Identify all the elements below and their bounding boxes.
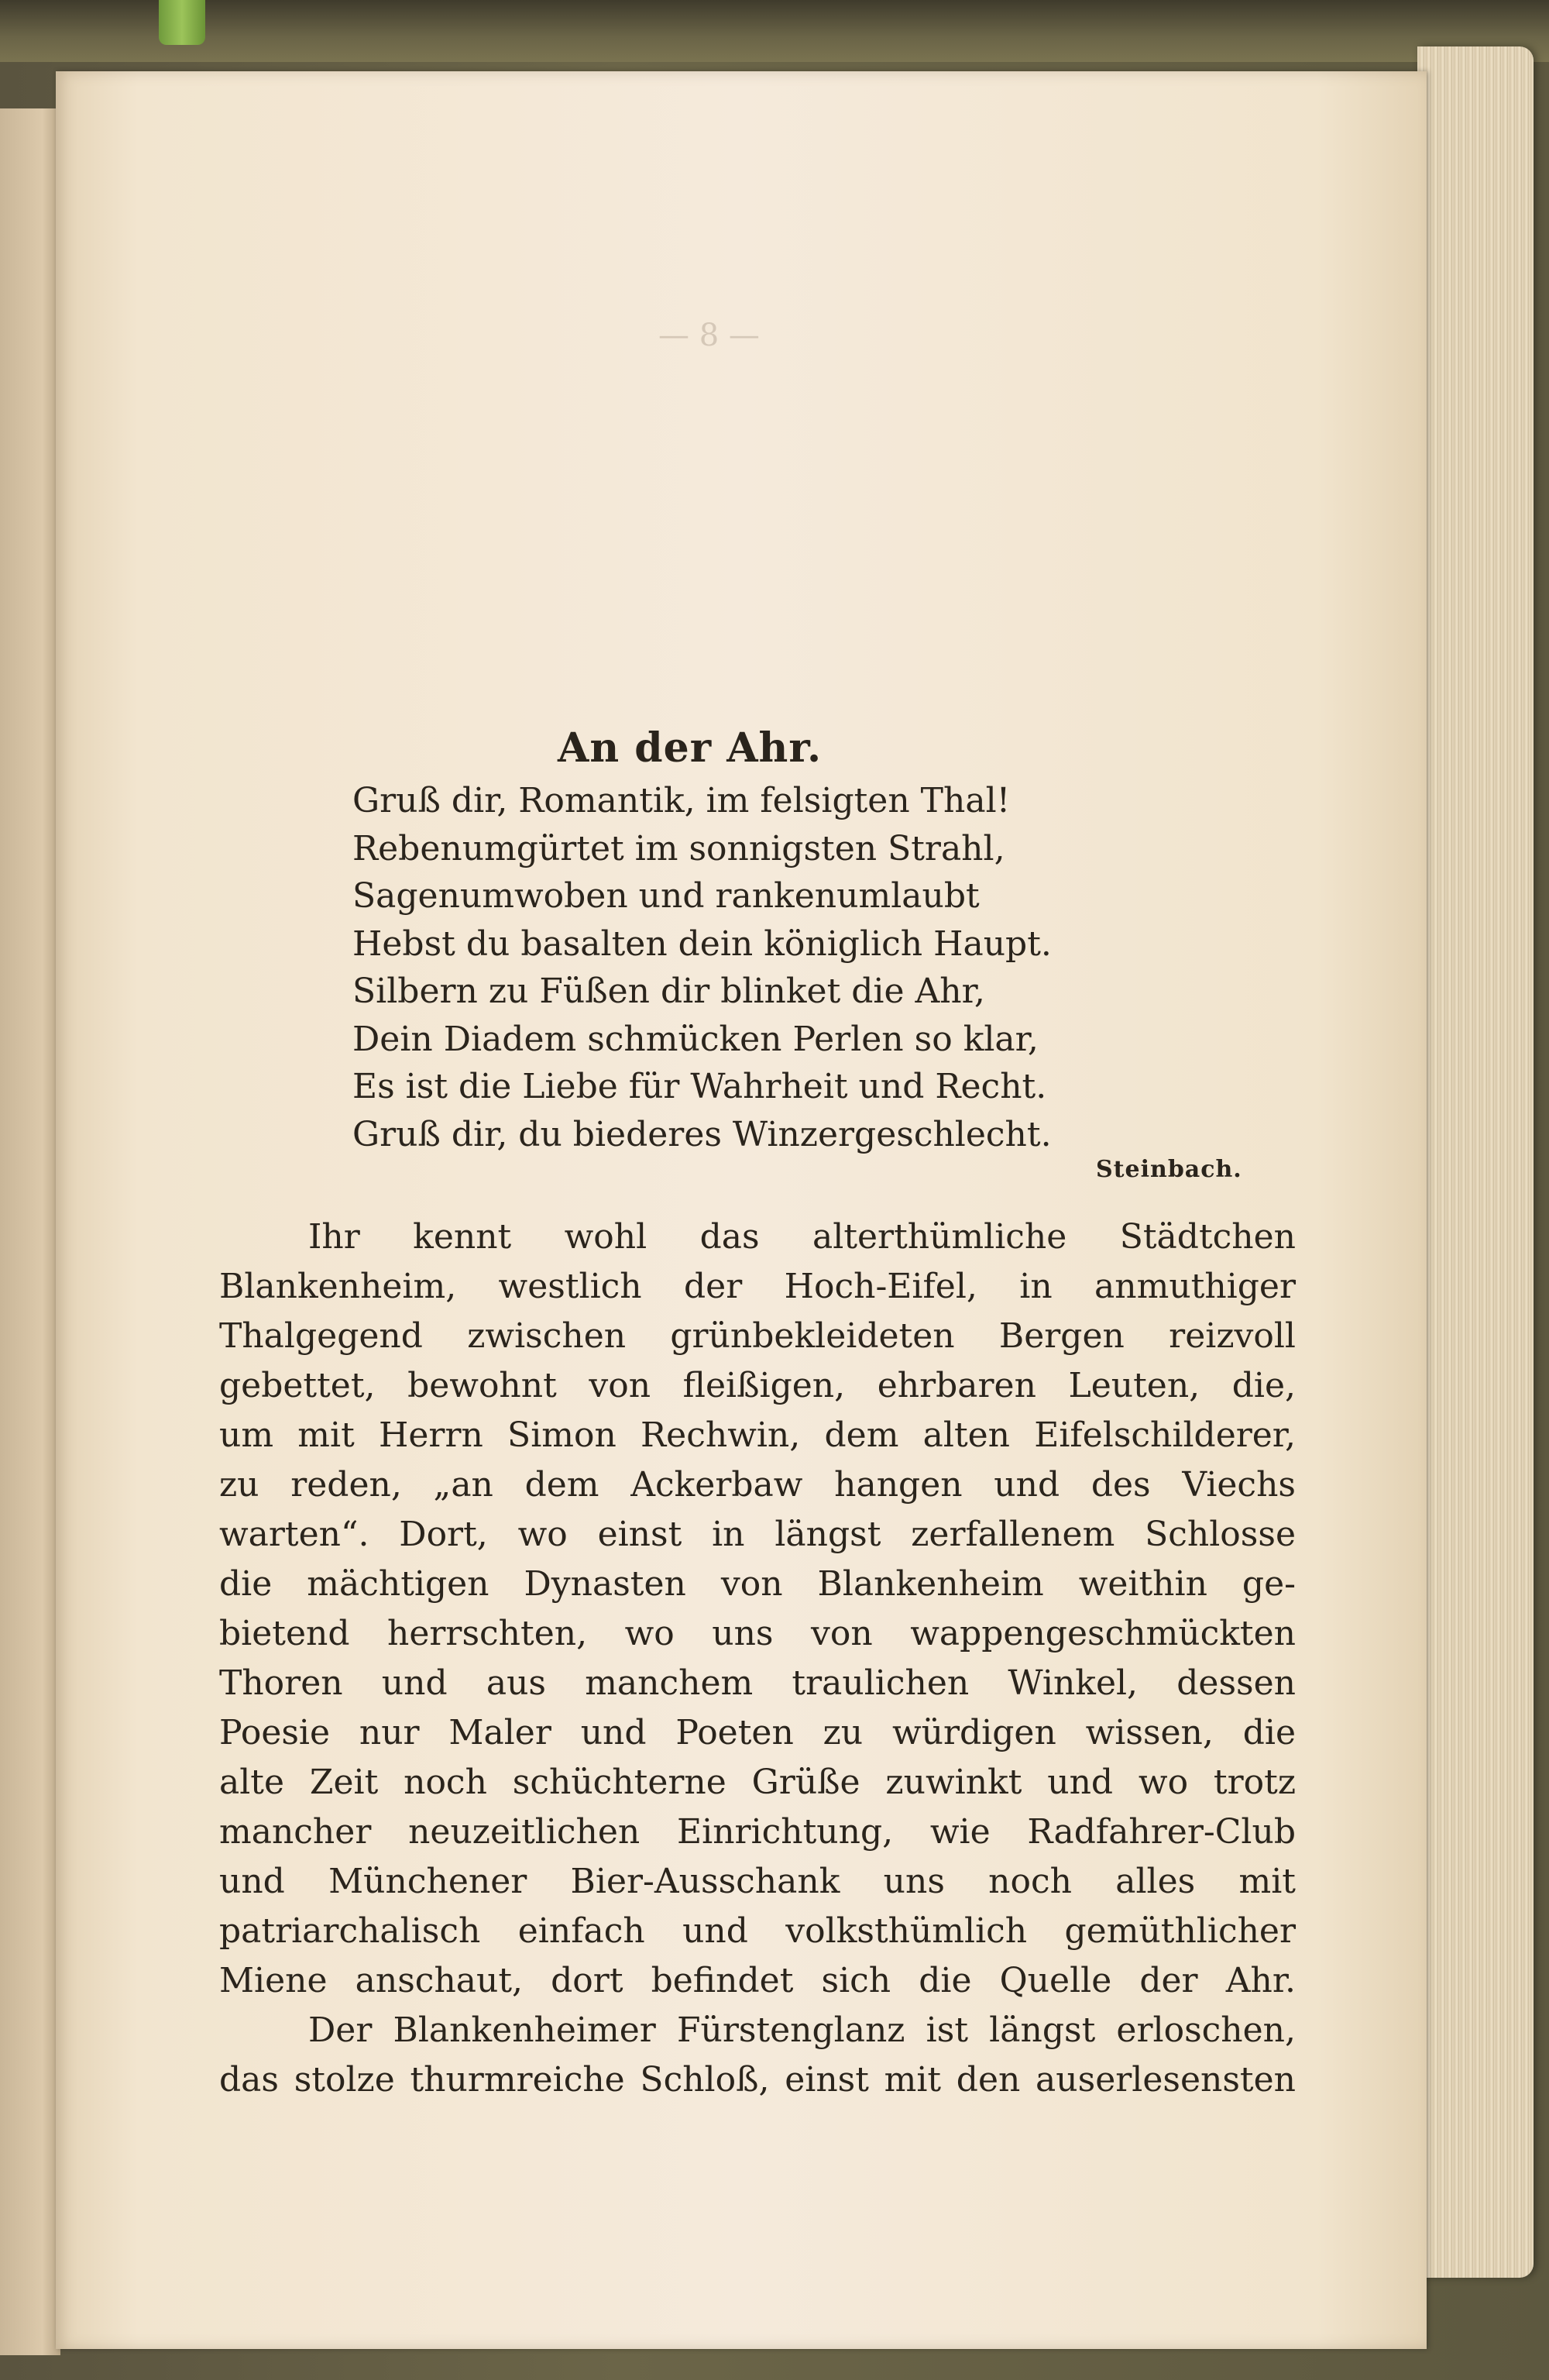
- poem-line: Hebst du basalten dein königlich Haupt.: [352, 923, 1052, 964]
- prose-line: Poesie nur Maler und Poeten zu würdigen wissen, die: [219, 1713, 1296, 1752]
- prose-line: bietend herrschten, wo uns von wappengeschmückten: [219, 1614, 1296, 1653]
- poem-author: Steinbach.: [1096, 1156, 1242, 1183]
- prose-line: patriarchalisch einfach und volksthümlich gemüthlicher: [219, 1911, 1296, 1951]
- prose-line: das stolze thurmreiche Schloß, einst mit den auserlesensten: [219, 2060, 1296, 2100]
- poem-line: Gruß dir, du biederes Winzergeschlecht.: [352, 1114, 1052, 1154]
- prose-body: [219, 1212, 1296, 2105]
- poem-body: [352, 777, 1282, 1158]
- prose-line: und Münchener Bier-Ausschank uns noch alles mit: [219, 1862, 1296, 1901]
- poem-line: Dein Diadem schmücken Perlen so klar,: [352, 1019, 1039, 1059]
- previous-page-edge: [0, 108, 60, 2355]
- prose-line: um mit Herrn Simon Rechwin, dem alten Eifelschilderer,: [219, 1415, 1296, 1455]
- poem-line: Es ist die Liebe für Wahrheit und Recht.: [352, 1067, 1047, 1106]
- poem-line: Rebenumgürtet im sonnigsten Strahl,: [352, 828, 1005, 868]
- page-edges: [1417, 46, 1534, 2278]
- prose-line: Miene anschaut, dort befindet sich die Quelle der Ahr.: [219, 1961, 1296, 2000]
- prose-line: alte Zeit noch schüchterne Grüße zuwinkt und wo trotz: [219, 1763, 1296, 1802]
- prose-line: mancher neuzeitlichen Einrichtung, wie Radfahrer-Club: [219, 1812, 1296, 1852]
- bleed-through-page-number: — 8 —: [658, 318, 760, 353]
- prose-line: zu reden, „an dem Ackerbaw hangen und des Viechs: [219, 1465, 1296, 1505]
- prose-line: Ihr kennt wohl das alterthümliche Städtchen: [308, 1217, 1296, 1257]
- prose-line: Thoren und aus manchem traulichen Winkel, dessen: [219, 1663, 1296, 1703]
- prose-line: warten“. Dort, wo einst in längst zerfallenem Schlosse: [219, 1515, 1296, 1554]
- prose-line: Der Blankenheimer Fürstenglanz ist längst erloschen,: [308, 2010, 1296, 2050]
- prose-line: gebettet, bewohnt von fleißigen, ehrbaren Leuten, die,: [219, 1366, 1296, 1405]
- poem-line: Silbern zu Füßen dir blinket die Ahr,: [352, 972, 985, 1011]
- prose-line: Thalgegend zwischen grünbekleideten Bergen reizvoll: [219, 1316, 1296, 1356]
- book-cover-top-edge: [0, 0, 1549, 62]
- prose-line: Blankenheim, westlich der Hoch-Eifel, in anmuthiger: [219, 1267, 1296, 1306]
- poem-title: An der Ahr.: [558, 724, 823, 772]
- poem-line: Sagenumwoben und rankenumlaubt: [352, 876, 980, 916]
- poem-line: Gruß dir, Romantik, im felsigten Thal!: [352, 781, 1011, 820]
- prose-line: die mächtigen Dynasten von Blankenheim weithin ge-: [219, 1564, 1296, 1604]
- bookmark-ribbon: [159, 0, 205, 45]
